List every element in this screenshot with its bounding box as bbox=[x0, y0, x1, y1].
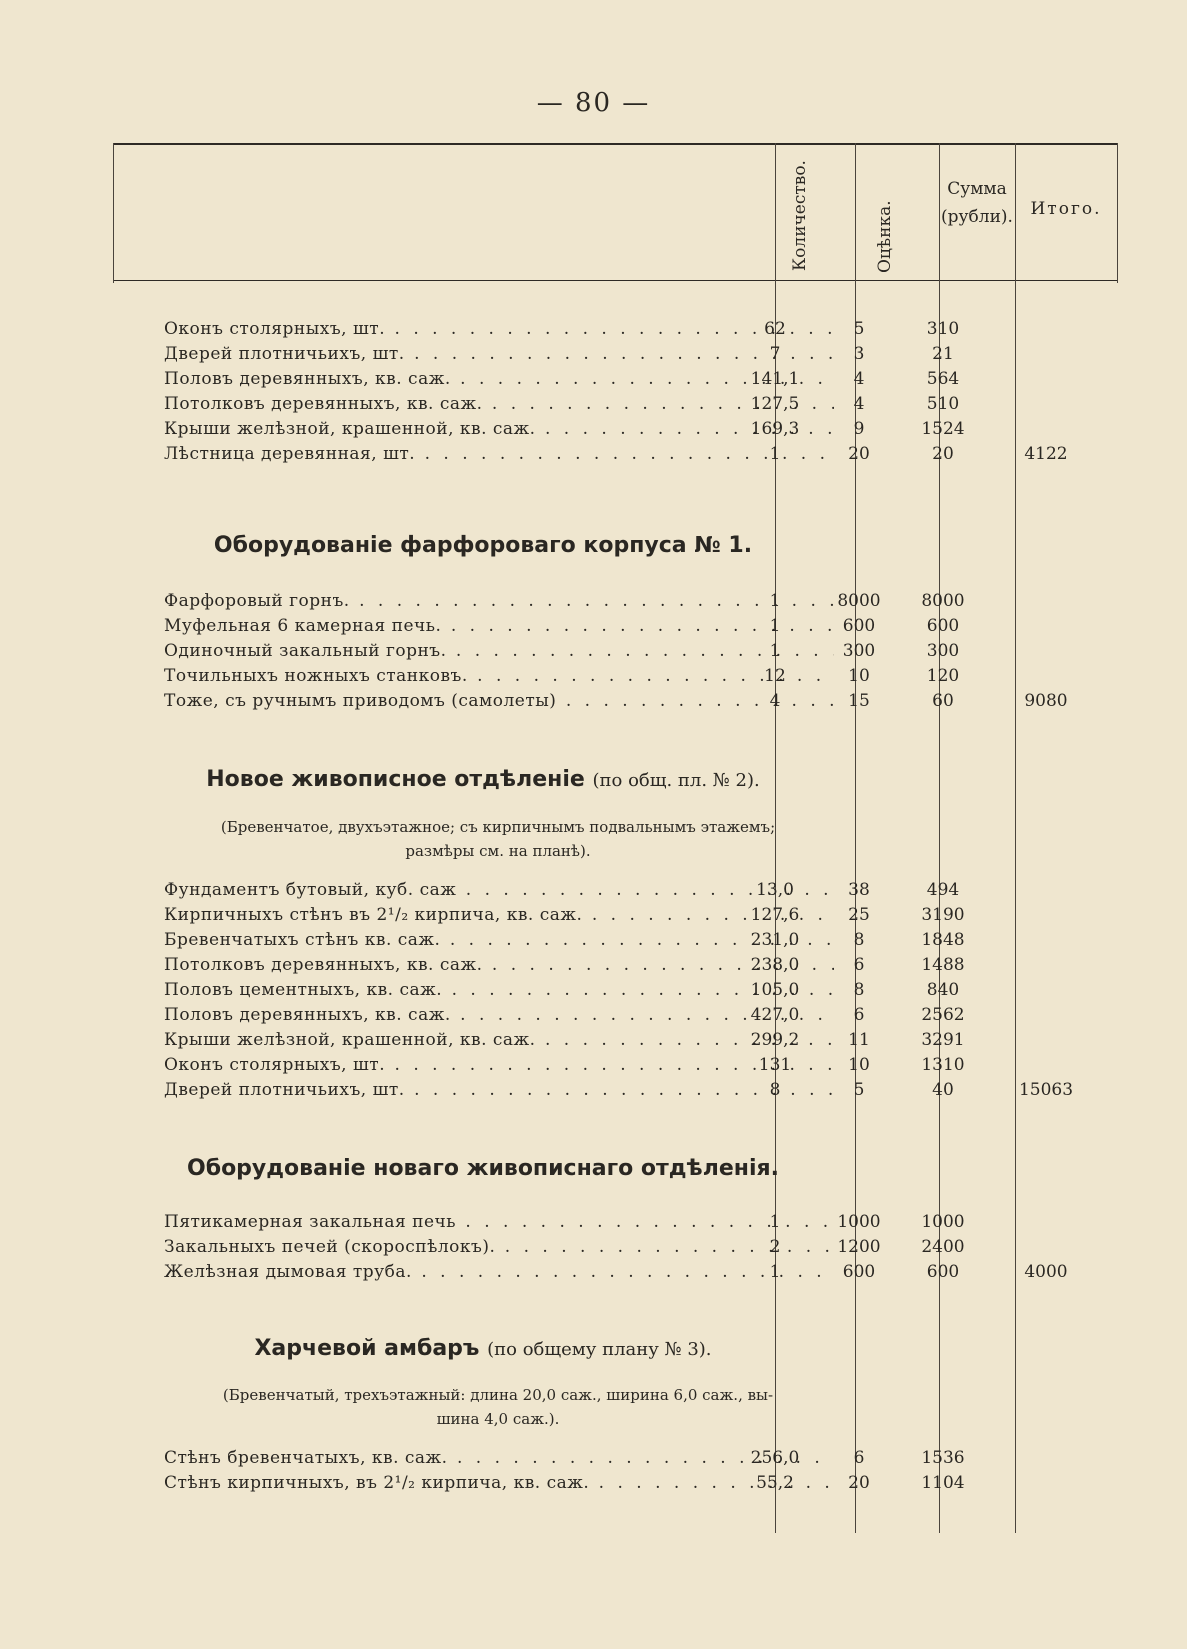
header-total: Итого. bbox=[1030, 199, 1102, 219]
header-rating: Оцѣнка. bbox=[875, 200, 895, 273]
header-sum bbox=[939, 179, 1015, 227]
ledger-table bbox=[113, 143, 1118, 1643]
section-note: (Бревенчатое, двухъэтажное; съ кирпичнымъ подвальнымъ этажемъ; размѣры см. на планѣ). bbox=[220, 818, 776, 860]
table-row: Крыши желѣзной, крашенной, кв. саж. . . . 299,2 11 3291 bbox=[113, 1030, 1118, 1054]
table-row: Фундаментъ бутовый, куб. саж . . . 13,0 38 494 bbox=[113, 880, 1118, 904]
header-bottom-rule bbox=[113, 280, 1118, 281]
table-row: Бревенчатыхъ стѣнъ кв. саж. . . . 231,0 8 1848 bbox=[113, 930, 1118, 954]
table-row: Закальныхъ печей (скороспѣлокъ). . . . 2 1200 2400 bbox=[113, 1237, 1118, 1261]
table-row: Оконъ столярныхъ, шт. . . . 62 5 310 bbox=[113, 319, 1118, 343]
left-border bbox=[113, 143, 114, 283]
table-row: Кирпичныхъ стѣнъ въ 2¹/₂ кирпича, кв. саж. . . . 127,6 25 3190 bbox=[113, 905, 1118, 929]
section-title: Оборудованіе новаго живописнаго отдѣленія. bbox=[187, 1156, 779, 1181]
section-title: Новое живописное отдѣленіе (по общ. пл. № 2). bbox=[206, 767, 760, 792]
header-sum-line1: Сумма bbox=[947, 179, 1007, 199]
header-sum-line2: (рубли). bbox=[941, 207, 1013, 227]
table-row: Оконъ столярныхъ, шт. . . . 131 10 1310 bbox=[113, 1055, 1118, 1079]
table-row: Лѣстница деревянная, шт. . . . 1 20 20 4122 bbox=[113, 444, 1118, 468]
table-row: Точильныхъ ножныхъ станковъ. . . . 12 10 120 bbox=[113, 666, 1118, 690]
table-row: Половъ деревянныхъ, кв. саж. . . . 141,1 4 564 bbox=[113, 369, 1118, 393]
section-title: Харчевой амбаръ (по общему плану № 3). bbox=[254, 1336, 712, 1361]
section-note: (Бревенчатый, трехъэтажный: длина 20,0 саж., ширина 6,0 саж., вы- шина 4,0 саж.). bbox=[222, 1386, 774, 1428]
table-row: Крыши желѣзной, крашенной, кв. саж. . . . 169,3 9 1524 bbox=[113, 419, 1118, 443]
table-row: Стѣнъ кирпичныхъ, въ 2¹/₂ кирпича, кв. саж. . . . 55,2 20 1104 bbox=[113, 1473, 1118, 1497]
table-row: Пятикамерная закальная печь . . . 1 1000 1000 bbox=[113, 1212, 1118, 1236]
page-number: — 80 — bbox=[536, 88, 651, 118]
table-row: Тоже, съ ручнымъ приводомъ (самолеты) . . . 4 15 60 9080 bbox=[113, 691, 1118, 715]
table-row: Стѣнъ бревенчатыхъ, кв. саж. . . . 256,0 6 1536 bbox=[113, 1448, 1118, 1472]
table-top-rule bbox=[113, 143, 1118, 145]
table-row: Желѣзная дымовая труба. . . . 1 600 600 4000 bbox=[113, 1262, 1118, 1286]
header-quantity: Количество. bbox=[790, 160, 810, 271]
table-row: Половъ цементныхъ, кв. саж. . . . 105,0 8 840 bbox=[113, 980, 1118, 1004]
table-row: Дверей плотничьихъ, шт. . . . 8 5 40 15063 bbox=[113, 1080, 1118, 1104]
right-border bbox=[1117, 143, 1118, 283]
table-row: Фарфоровый горнъ. . . . 1 8000 8000 bbox=[113, 591, 1118, 615]
table-row: Муфельная 6 камерная печь. . . . 1 600 600 bbox=[113, 616, 1118, 640]
table-row: Одиночный закальный горнъ. . . . 1 300 300 bbox=[113, 641, 1118, 665]
table-row: Потолковъ деревянныхъ, кв. саж. . . . 127,5 4 510 bbox=[113, 394, 1118, 418]
table-row: Потолковъ деревянныхъ, кв. саж. . . . 238,0 6 1488 bbox=[113, 955, 1118, 979]
table-row: Дверей плотничьихъ, шт. . . . 7 3 21 bbox=[113, 344, 1118, 368]
section-title: Оборудованіе фарфороваго корпуса № 1. bbox=[213, 533, 753, 558]
table-row: Половъ деревянныхъ, кв. саж. . . . 427,0 6 2562 bbox=[113, 1005, 1118, 1029]
